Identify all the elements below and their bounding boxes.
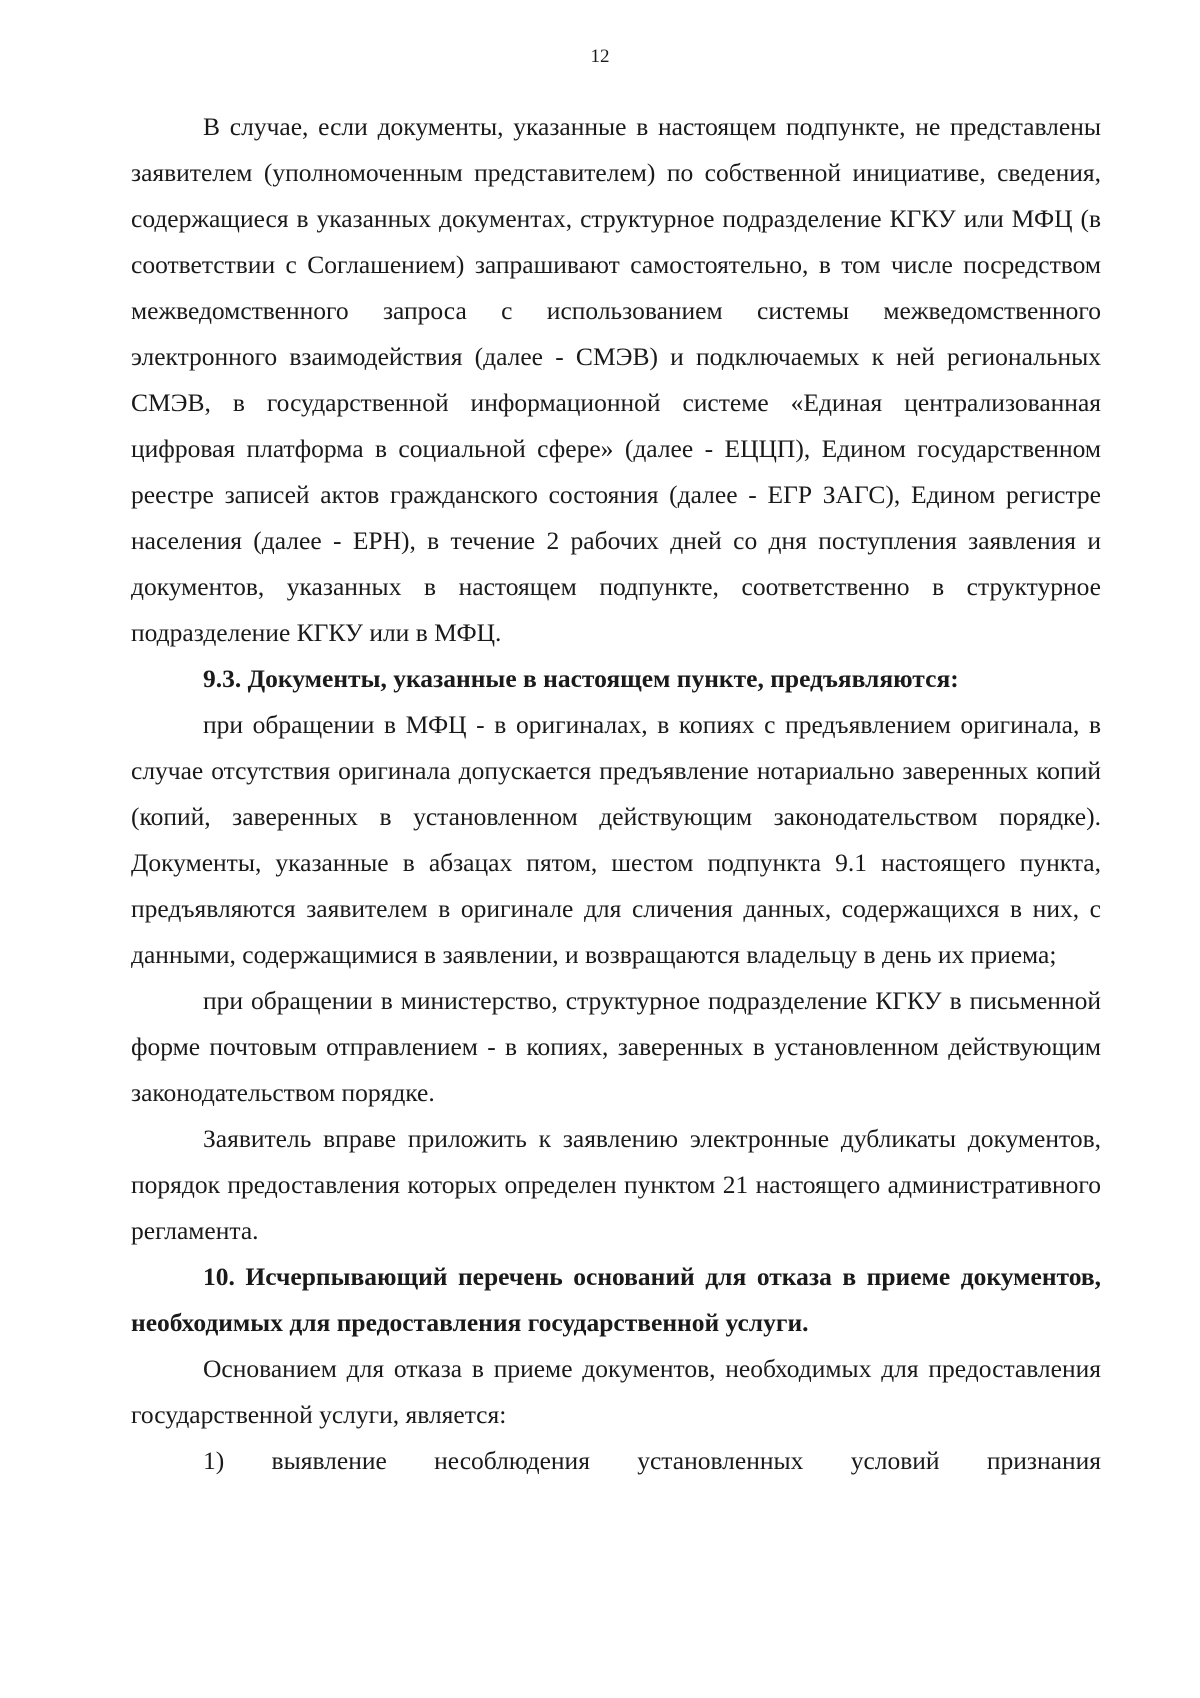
page-number: 12 <box>590 46 610 67</box>
heading-9-3: 9.3. Документы, указанные в настоящем пункте, предъявляются: <box>203 664 959 693</box>
paragraph-refusal-basis: Основанием для отказа в приеме документов, необходимых для предоставления государственной услуги, является: <box>131 1354 1101 1429</box>
paragraph-request-info: В случае, если документы, указанные в настоящем подпункте, не представлены заявителем (уполномоченным представителем) по собственной инициативе, сведения, содержащиеся в указанных документах, структурное подразделение КГКУ или МФЦ (в соответствии с Соглашением) запрашивают самостоятельно, в том числе посредством межведомственного запроса с использованием системы межведомственного электронного взаимодействия (далее - СМЭВ) и подключаемых к ней региональных СМЭВ, в государственной информационной системе «Единая централизованная цифровая платформа в социальной сфере» (далее - ЕЦЦП), Едином государственном реестре записей актов гражданского состояния (далее - ЕГР ЗАГС), Едином регистре населения (далее - ЕРН), в течение 2 рабочих дней со дня поступления заявления и документов, указанных в настоящем подпункте, соответственно в структурное подразделение КГКУ или в МФЦ. <box>131 112 1101 647</box>
paragraph-item-1: 1) выявление несоблюдения установленных условий признания <box>203 1446 1101 1475</box>
paragraph-mfc-originals: при обращении в МФЦ - в оригиналах, в копиях с предъявлением оригинала, в случае отсутствия оригинала допускается предъявление нотариально заверенных копий (копий, заверенных в установленном действующим законодательством порядке). Документы, указанные в абзацах пятом, шестом подпункта 9.1 настоящего пункта, предъявляются заявителем в оригинале для сличения данных, содержащихся в них, с данными, содержащимися в заявлении, и возвращаются владельцу в день их приема; <box>131 710 1101 969</box>
paragraph-ministry-mail: при обращении в министерство, структурное подразделение КГКУ в письменной форме почтовым отправлением - в копиях, заверенных в установленном действующим законодательством порядке. <box>131 986 1101 1107</box>
document-body <box>131 104 1101 1484</box>
paragraph-electronic-duplicates: Заявитель вправе приложить к заявлению электронные дубликаты документов, порядок предоставления которых определен пунктом 21 настоящего административного регламента. <box>131 1124 1101 1245</box>
heading-section-10: 10. Исчерпывающий перечень оснований для отказа в приеме документов, необходимых для предоставления государственной услуги. <box>131 1262 1101 1337</box>
